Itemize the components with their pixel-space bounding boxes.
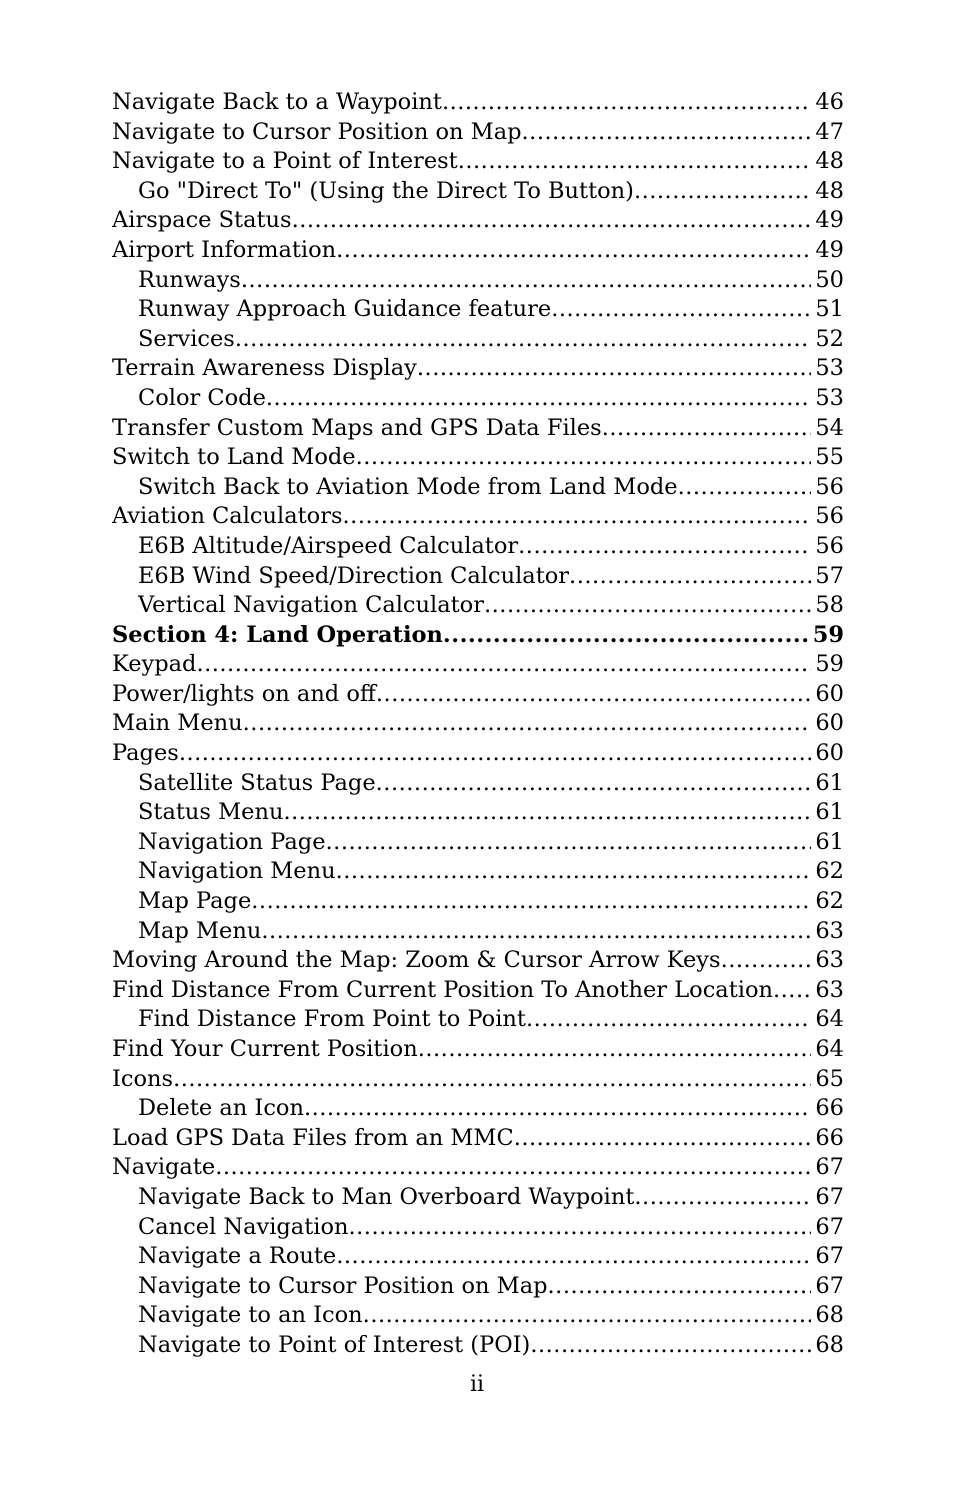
toc-entry-page-number: 53 — [815, 384, 844, 411]
toc-dot-leader — [376, 769, 812, 799]
toc-entry-title: Section 4: Land Operation — [112, 621, 443, 648]
toc-dot-leader — [179, 739, 812, 769]
toc-dot-leader — [530, 1331, 811, 1361]
toc-dot-leader — [484, 591, 811, 621]
toc-entry-title: Navigate to Cursor Position on Map — [112, 118, 522, 145]
table-of-contents — [112, 88, 844, 1361]
toc-entry-title: Navigate — [112, 1154, 216, 1181]
toc-entry — [112, 295, 844, 325]
toc-entry — [112, 1213, 844, 1243]
toc-dot-leader — [343, 502, 812, 532]
toc-entry-page-number: 54 — [815, 414, 844, 441]
toc-entry-title: Terrain Awareness Display — [112, 355, 417, 382]
toc-entry-page-number: 63 — [815, 976, 844, 1003]
toc-entry — [112, 650, 844, 680]
toc-entry — [112, 1272, 844, 1302]
toc-entry — [112, 354, 844, 384]
toc-dot-leader — [336, 857, 812, 887]
toc-entry-title: Runways — [138, 266, 241, 293]
toc-entry-page-number: 60 — [815, 710, 844, 737]
toc-entry-title: Satellite Status Page — [138, 769, 376, 796]
toc-entry-page-number: 47 — [815, 118, 844, 145]
toc-entry — [112, 502, 844, 532]
toc-entry-page-number: 57 — [815, 562, 844, 589]
toc-entry-page-number: 49 — [815, 236, 844, 263]
toc-entry-title: Status Menu — [138, 799, 284, 826]
toc-entry — [112, 147, 844, 177]
toc-dot-leader — [261, 917, 811, 947]
toc-entry-title: Icons — [112, 1065, 174, 1092]
toc-entry-page-number: 56 — [815, 473, 844, 500]
toc-dot-leader — [418, 1035, 812, 1065]
toc-dot-leader — [548, 1272, 812, 1302]
toc-entry-page-number: 64 — [815, 1006, 844, 1033]
toc-entry-page-number: 61 — [815, 769, 844, 796]
toc-entry-page-number: 55 — [815, 444, 844, 471]
toc-dot-leader — [376, 680, 811, 710]
toc-dot-leader — [363, 1301, 812, 1331]
toc-entry-title: Map Page — [138, 888, 252, 915]
toc-entry-title: Switch to Land Mode — [112, 444, 356, 471]
toc-dot-leader — [356, 443, 812, 473]
toc-entry — [112, 118, 844, 148]
toc-entry — [112, 236, 844, 266]
toc-entry — [112, 739, 844, 769]
toc-entry — [112, 1153, 844, 1183]
toc-dot-leader — [251, 887, 811, 917]
toc-entry — [112, 1331, 844, 1361]
toc-entry-page-number: 64 — [815, 1036, 844, 1062]
toc-entry-title: Pages — [112, 740, 179, 767]
toc-dot-leader — [458, 147, 812, 177]
toc-entry-title: E6B Wind Speed/Direction Calculator — [138, 562, 570, 589]
toc-entry-page-number: 52 — [815, 325, 844, 352]
toc-entry — [112, 769, 844, 799]
toc-entry-page-number: 60 — [815, 740, 844, 767]
toc-entry-title: Delete an Icon — [138, 1095, 304, 1122]
toc-entry — [112, 828, 844, 858]
toc-dot-leader — [241, 266, 812, 296]
toc-entry-title: Transfer Custom Maps and GPS Data Files — [112, 414, 602, 441]
toc-dot-leader — [634, 177, 811, 207]
toc-entry-page-number: 67 — [815, 1213, 844, 1240]
toc-entry-title: Find Distance From Current Position To Another Location — [112, 976, 773, 1003]
toc-entry-page-number: 68 — [815, 1331, 844, 1358]
toc-entry — [112, 1242, 844, 1272]
toc-entry-title: Cancel Navigation — [138, 1213, 349, 1240]
toc-entry-page-number: 61 — [815, 828, 844, 855]
toc-entry-title: Services — [138, 325, 235, 352]
toc-entry-page-number: 46 — [815, 89, 844, 115]
toc-entry — [112, 621, 844, 651]
toc-entry-title: E6B Altitude/Airspeed Calculator — [138, 532, 519, 559]
toc-entry-title: Navigation Page — [138, 828, 326, 855]
toc-dot-leader — [326, 828, 812, 858]
toc-entry-title: Airport Information — [112, 236, 337, 263]
toc-dot-leader — [518, 532, 811, 562]
toc-entry — [112, 1301, 844, 1331]
toc-entry — [112, 88, 844, 118]
toc-dot-leader — [721, 946, 812, 976]
toc-entry-title: Vertical Navigation Calculator — [138, 592, 484, 619]
toc-entry-page-number: 48 — [815, 148, 844, 175]
toc-entry-page-number: 49 — [815, 207, 844, 234]
toc-entry-page-number: 58 — [815, 592, 844, 619]
toc-entry-page-number: 63 — [815, 947, 844, 974]
toc-entry-page-number: 61 — [815, 799, 844, 826]
toc-entry — [112, 1124, 844, 1154]
toc-entry — [112, 976, 844, 1006]
toc-dot-leader — [442, 88, 811, 118]
toc-dot-leader — [292, 206, 812, 236]
toc-entry-page-number: 51 — [815, 296, 844, 323]
toc-dot-leader — [283, 798, 811, 828]
toc-dot-leader — [417, 354, 811, 384]
toc-entry — [112, 384, 844, 414]
toc-entry-title: Switch Back to Aviation Mode from Land Mode — [138, 473, 678, 500]
toc-entry — [112, 1065, 844, 1095]
toc-dot-leader — [514, 1124, 812, 1154]
toc-entry-page-number: 67 — [815, 1243, 844, 1270]
toc-entry — [112, 680, 844, 710]
toc-entry-page-number: 59 — [815, 651, 844, 678]
page-number: ii — [469, 1372, 485, 1397]
toc-entry-title: Navigate to Cursor Position on Map — [138, 1272, 548, 1299]
toc-entry-page-number: 53 — [815, 355, 844, 382]
toc-dot-leader — [196, 650, 811, 680]
toc-dot-leader — [235, 325, 812, 355]
toc-entry-page-number: 50 — [815, 266, 844, 293]
toc-entry-page-number: 62 — [815, 858, 844, 885]
toc-dot-leader — [243, 709, 812, 739]
toc-dot-leader — [522, 118, 812, 148]
toc-dot-leader — [349, 1213, 812, 1243]
toc-entry — [112, 917, 844, 947]
toc-entry-title: Map Menu — [138, 917, 262, 944]
toc-entry-page-number: 65 — [815, 1065, 844, 1092]
toc-entry-title: Navigate a Route — [138, 1243, 337, 1270]
toc-entry-title: Main Menu — [112, 710, 243, 737]
toc-entry — [112, 591, 844, 621]
toc-entry — [112, 177, 844, 207]
toc-entry-title: Runway Approach Guidance feature — [138, 296, 552, 323]
toc-dot-leader — [336, 236, 811, 266]
toc-entry-title: Navigate to Point of Interest (POI) — [138, 1331, 531, 1358]
toc-entry-title: Navigate Back to Man Overboard Waypoint — [138, 1183, 635, 1210]
toc-entry — [112, 532, 844, 562]
toc-entry — [112, 325, 844, 355]
toc-entry-title: Power/lights on and off — [112, 680, 376, 707]
toc-entry-title: Find Your Current Position — [112, 1036, 418, 1062]
toc-entry — [112, 473, 844, 503]
toc-dot-leader — [773, 976, 811, 1006]
toc-entry-page-number: 67 — [815, 1154, 844, 1181]
toc-dot-leader — [569, 562, 811, 592]
toc-dot-leader — [602, 414, 812, 444]
toc-entry — [112, 414, 844, 444]
toc-entry-title: Navigation Menu — [138, 858, 336, 885]
toc-entry-page-number: 60 — [815, 680, 844, 707]
toc-entry — [112, 1005, 844, 1035]
toc-dot-leader — [443, 621, 809, 651]
toc-entry-page-number: 66 — [815, 1124, 844, 1151]
toc-entry — [112, 1183, 844, 1213]
toc-dot-leader — [551, 295, 811, 325]
toc-entry-title: Find Distance From Point to Point — [138, 1006, 526, 1033]
toc-entry — [112, 1035, 844, 1065]
toc-dot-leader — [526, 1005, 811, 1035]
toc-entry-page-number: 66 — [815, 1095, 844, 1122]
toc-dot-leader — [634, 1183, 811, 1213]
toc-entry-title: Go "Direct To" (Using the Direct To Button) — [138, 177, 634, 204]
toc-entry-title: Navigate Back to a Waypoint — [112, 89, 442, 115]
toc-entry-page-number: 68 — [815, 1302, 844, 1329]
toc-entry — [112, 887, 844, 917]
toc-entry-title: Navigate to a Point of Interest — [112, 148, 458, 175]
toc-entry-title: Moving Around the Map: Zoom & Cursor Arrow Keys — [112, 947, 721, 974]
toc-entry-title: Airspace Status — [112, 207, 292, 234]
toc-entry-page-number: 62 — [815, 888, 844, 915]
toc-dot-leader — [215, 1153, 811, 1183]
toc-entry — [112, 946, 844, 976]
toc-entry — [112, 206, 844, 236]
toc-entry-page-number: 67 — [815, 1272, 844, 1299]
toc-entry-title: Navigate to an Icon — [138, 1302, 363, 1329]
toc-entry — [112, 709, 844, 739]
toc-entry-title: Aviation Calculators — [112, 503, 343, 530]
toc-dot-leader — [173, 1065, 811, 1095]
toc-entry — [112, 798, 844, 828]
toc-dot-leader — [336, 1242, 811, 1272]
toc-entry-title: Keypad — [112, 651, 197, 678]
toc-entry-page-number: 48 — [815, 177, 844, 204]
toc-entry — [112, 1094, 844, 1124]
toc-entry-title: Color Code — [138, 384, 266, 411]
toc-entry — [112, 562, 844, 592]
toc-entry-title: Load GPS Data Files from an MMC — [112, 1124, 514, 1151]
toc-entry — [112, 857, 844, 887]
toc-dot-leader — [304, 1094, 811, 1124]
toc-entry-page-number: 63 — [815, 917, 844, 944]
toc-dot-leader — [678, 473, 812, 503]
toc-entry — [112, 266, 844, 296]
toc-entry — [112, 443, 844, 473]
toc-entry-page-number: 56 — [815, 503, 844, 530]
toc-entry-page-number: 56 — [815, 532, 844, 559]
toc-dot-leader — [266, 384, 811, 414]
toc-entry-page-number: 67 — [815, 1183, 844, 1210]
toc-entry-page-number: 59 — [812, 621, 844, 648]
